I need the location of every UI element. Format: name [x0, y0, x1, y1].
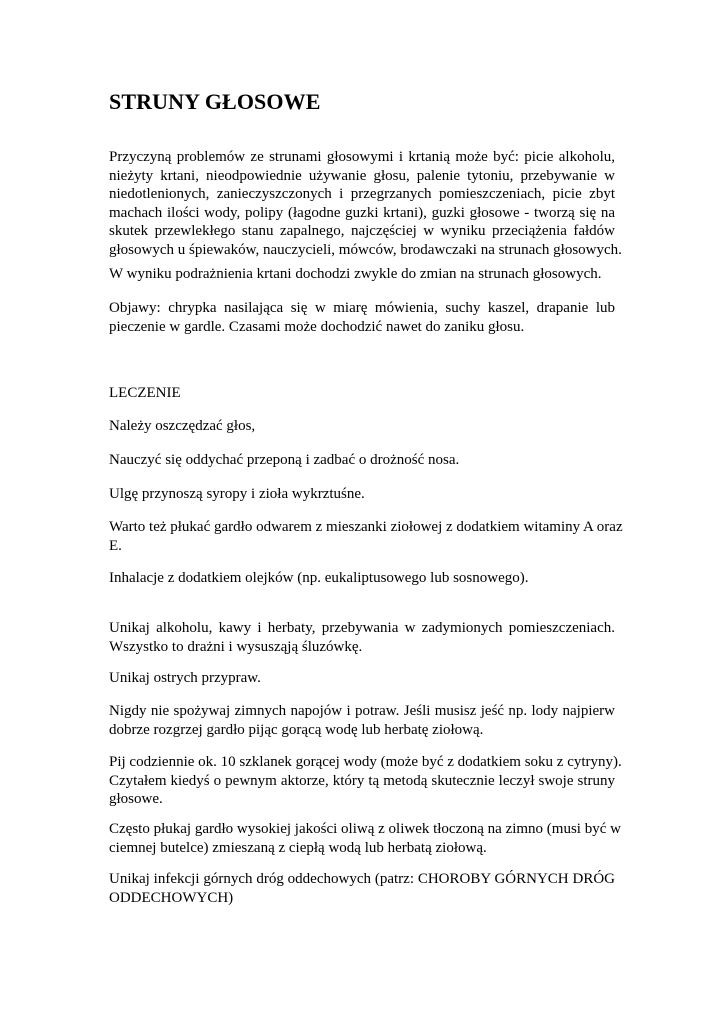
avoid-spices-paragraph: Unikaj ostrych przypraw. [109, 670, 261, 686]
intro-paragraph [109, 148, 622, 260]
save-voice-paragraph: Należy oszczędzać głos, [109, 418, 256, 434]
cold-food-paragraph [109, 702, 615, 739]
inhalation-paragraph: Inhalacje z dodatkiem olejków (np. eukaliptusowego lub sosnowego). [109, 570, 529, 586]
text-line: Przyczyną problemów ze strunami głosowymi i krtanią może być: picie alkoholu, [109, 149, 615, 165]
text-line: machach ilości wody, polipy (łagodne guzki krtani), guzki głosowe - tworzą się na [109, 204, 615, 221]
text-line: skutek przewlekłego stanu zapalnego, najczęściej w wyniku przeciążenia fałdów [109, 223, 615, 240]
text-line: nieżyty krtani, nieodpowiednie używanie głosu, palenie tytoniu, przebywanie w [109, 167, 615, 184]
infections-paragraph [109, 870, 615, 907]
gargle-paragraph [109, 518, 623, 555]
text-line: Unikaj alkoholu, kawy i herbaty, przebywania w zadymionych pomieszczeniach. [109, 620, 615, 636]
treatment-heading: LECZENIE [109, 385, 181, 401]
text-line: niedotlenionych, zanieczyszczonych i przegrzanych pomieszczeniach, picie zbyt [109, 186, 615, 203]
text-line: głosowe. [109, 791, 163, 808]
text-line: pieczenie w gardle. Czasami może dochodzić nawet do zaniku głosu. [109, 318, 525, 335]
page-title: STRUNY GŁOSOWE [109, 89, 321, 114]
text-line: Unikaj infekcji górnych dróg oddechowych (patrz: CHOROBY GÓRNYCH DRÓG [109, 871, 615, 887]
text-line: E. [109, 537, 122, 554]
breathing-paragraph: Nauczyć się oddychać przeponą i zadbać o drożność nosa. [109, 452, 460, 468]
text-line: Czytałem kiedyś o pewnym aktorze, który tą metodą skutecznie leczył swoje struny [109, 772, 615, 789]
text-line: ciemnej butelce) zmieszaną z ciepłą wodą lub herbatą ziołową. [109, 839, 487, 856]
syrups-paragraph: Ulgę przynoszą syropy i zioła wykrztuśne. [109, 486, 365, 502]
olive-oil-paragraph [109, 820, 621, 857]
text-line: Objawy: chrypka nasilająca się w miarę mówienia, suchy kaszel, drapanie lub [109, 300, 615, 316]
text-line: Wszystko to drażni i wysusząją śluzówkę. [109, 638, 363, 655]
symptoms-paragraph [109, 299, 615, 336]
text-line: Często płukaj gardło wysokiej jakości oliwą z oliwek tłoczoną na zimno (musi być w [109, 821, 621, 837]
hot-water-paragraph [109, 753, 622, 809]
irritation-paragraph: W wyniku podrażnienia krtani dochodzi zwykle do zmian na strunach głosowych. [109, 266, 602, 282]
text-line: Warto też płukać gardło odwarem z mieszanki ziołowej z dodatkiem witaminy A oraz [109, 519, 623, 535]
text-line: ODDECHOWYCH) [109, 889, 234, 906]
text-line: Nigdy nie spożywaj zimnych napojów i potraw. Jeśli musisz jeść np. lody najpierw [109, 703, 615, 719]
text-line: dobrze rozgrzej gardło pijąc gorącą wodę lub herbatę ziołową. [109, 721, 484, 738]
text-line: głosowych u śpiewaków, nauczycieli, mówców, brodawczaki na strunach głosowych. [109, 241, 622, 258]
avoid-alcohol-paragraph [109, 619, 615, 656]
text-line: Pij codziennie ok. 10 szklanek gorącej wody (może być z dodatkiem soku z cytryny). [109, 754, 622, 770]
